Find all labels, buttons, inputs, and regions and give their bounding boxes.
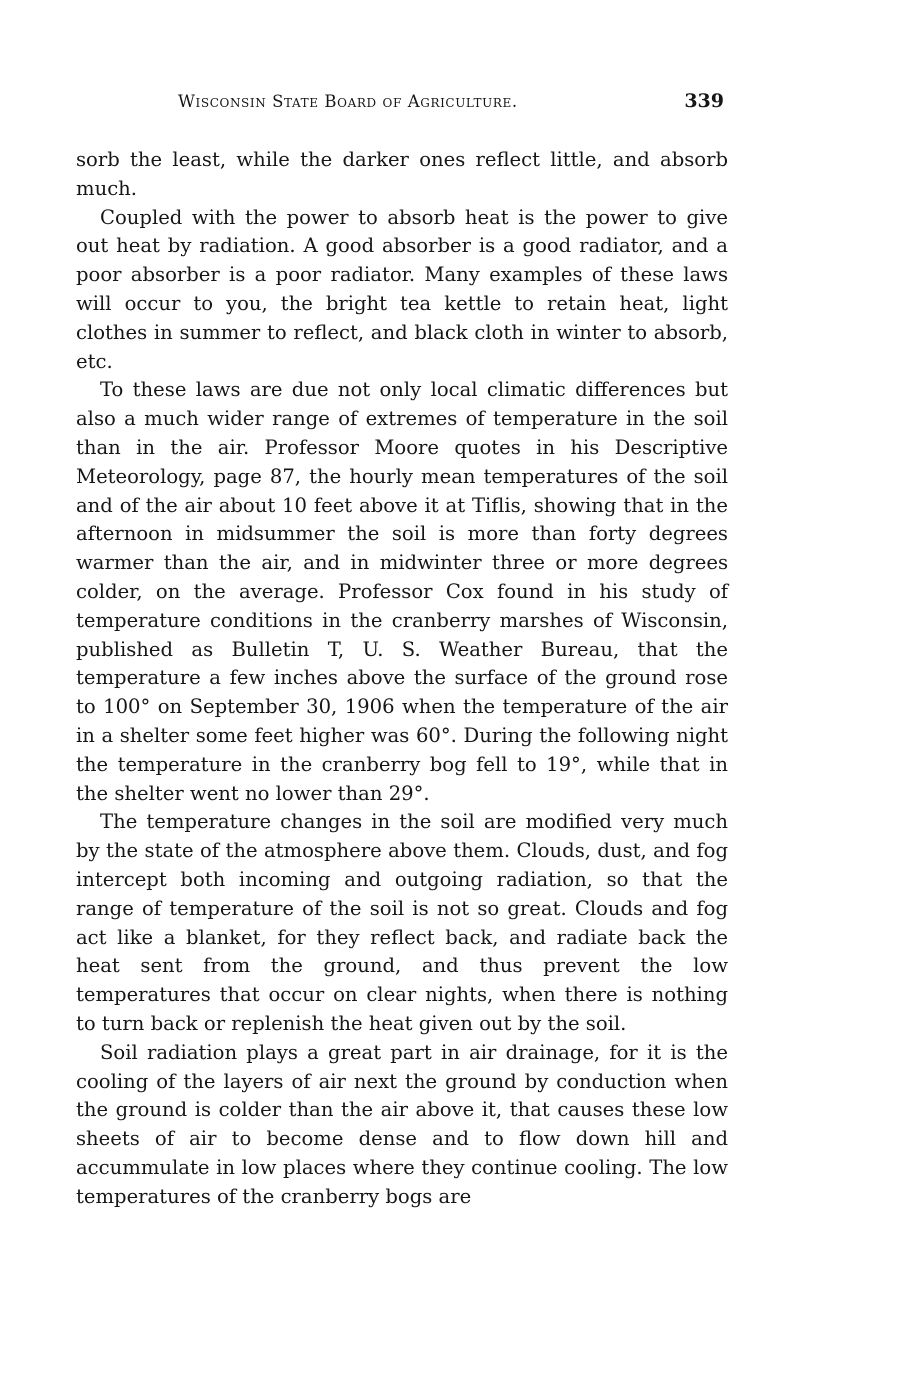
body-text [76, 146, 728, 1211]
paragraph-air-drainage: Soil radiation plays a great part in air drainage, for it is the cooling of the layers of air next the ground by conduction when the ground is colder than the air above it, that causes these low sheets of air to become dense and to flow down hill and accummulate in low places where they continue cooling. The low temperatures of the cranberry bogs are [76, 1040, 728, 1208]
paragraph-soil-air-extremes: To these laws are due not only local climatic differences but also a much wider range of extremes of temperature in the soil than in the air. Professor Moore quotes in his Descriptive Meteorology, page 87, the hourly mean temperatures of the soil and of the air about 10 feet above it at Tiflis, showing that in the afternoon in midsummer the soil is more than forty degrees warmer than the air, and in midwinter three or more degrees colder, on the average. Professor Cox found in his study of temperature conditions in the cranberry marshes of Wisconsin, published as Bulletin T, U. S. Weather Bureau, that the temperature a few inches above the surface of the ground rose to 100° on September 30, 1906 when the temperature of the air in a shelter some feet higher was 60°. During the following night the temperature in the cranberry bog fell to 19°, while that in the shelter went no lower than 29°. [76, 378, 728, 805]
page-number: 339 [684, 90, 724, 112]
running-head-title: Wisconsin State Board of Agriculture. [178, 92, 518, 111]
paragraph-absorption-radiation: Coupled with the power to absorb heat is the power to give out heat by radiation. A good absorber is a good radiator, and a poor absorber is a poor radiator. Many examples of these laws will occur to you, the bright tea kettle to retain heat, light clothes in summer to reflect, and black cloth in winter to absorb, etc. [76, 205, 728, 373]
paragraph-atmosphere-effects: The temperature changes in the soil are modified very much by the state of the atmosphere above them. Clouds, dust, and fog intercept both incoming and outgoing radiation, so that the range of temperature of the soil is not so great. Clouds and fog act like a blanket, for they reflect back, and radiate back the heat sent from the ground, and thus prevent the low temperatures that occur on clear nights, when there is nothing to turn back or replenish the heat given out by the soil. [76, 810, 728, 1035]
paragraph-continuation: sorb the least, while the darker ones reflect little, and absorb much. [76, 148, 728, 200]
book-page [76, 86, 728, 1211]
running-head [76, 86, 728, 122]
